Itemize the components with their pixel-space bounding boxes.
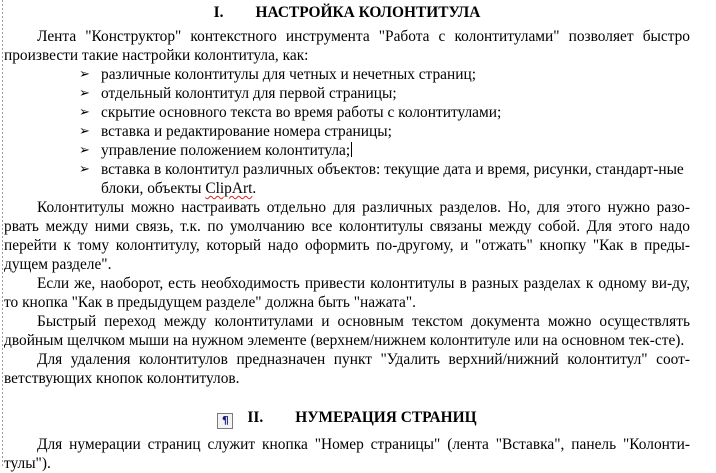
page-margin-border — [2, 0, 3, 468]
list-item-text: различные колонтитулы для четных и нечетных страниц; — [101, 66, 476, 83]
section-heading-2 — [4, 408, 690, 429]
list-item-text: скрытие основного текста во время работы с колонтитулами; — [101, 104, 502, 121]
paragraph-marker-icon[interactable]: ¶ — [217, 413, 233, 429]
body-paragraph[interactable]: Колонтитулы можно настраивать отдельно для различных разделов. Но, для этого нужно разо-рвать между ними связь, т.к. по умолчанию все колонтитулы связаны между собой. Для этого надо перейти к тому колонтитулу, который надо оформить по-другому, и "отжать" кнопку "Как в преды-дущем разделе". — [4, 199, 690, 273]
document-body[interactable] — [4, 0, 690, 473]
section-number: I. — [213, 4, 224, 21]
section-number: II. — [247, 409, 264, 426]
list-item[interactable] — [79, 84, 690, 103]
section-heading-1 — [4, 3, 690, 22]
body-paragraph[interactable]: Быстрый переход между колонтитулами и основным текстом документа можно осуществлять двойным щелчком мыши на нужном элементе (верхнем/нижнем колонтитуле или на основном тек-сте). — [4, 313, 690, 349]
section-title: НУМЕРАЦИЯ СТРАНИЦ — [295, 409, 477, 426]
list-item-text: вставка в колонтитул различных объектов: текущие дата и время, рисунки, стандарт-ные блоки, объекты — [101, 161, 684, 197]
list-item[interactable] — [79, 65, 690, 84]
list-item-text: отдельный колонтитул для первой страницы; — [101, 85, 397, 102]
arrow-bullet-icon: ➢ — [79, 124, 90, 139]
arrow-bullet-icon: ➢ — [79, 162, 90, 177]
text-cursor — [351, 142, 352, 157]
body-paragraph[interactable]: Для удаления колонтитулов предназначен пункт "Удалить верхний/нижний колонтитул" соот-ветствующих кнопок колонтитулов. — [4, 351, 690, 387]
arrow-bullet-icon: ➢ — [79, 67, 90, 82]
list-item[interactable] — [79, 103, 690, 122]
intro-paragraph[interactable]: Лента "Конструктор" контекстного инструмента "Работа с колонтитулами" позволяет быстро произвести такие настройки колонтитула, как: — [4, 28, 690, 64]
list-item[interactable] — [79, 141, 690, 160]
list-item-end: . — [252, 180, 257, 197]
arrow-bullet-icon: ➢ — [79, 143, 90, 158]
arrow-bullet-icon: ➢ — [79, 105, 90, 120]
list-item-text: управление положением колонтитула; — [101, 142, 351, 159]
list-item-text: вставка и редактирование номера страницы; — [101, 123, 392, 140]
list-item[interactable] — [79, 122, 690, 141]
spellcheck-word[interactable]: ClipArt — [205, 180, 253, 197]
body-paragraph[interactable]: Если же, наоборот, есть необходимость привести колонтитулы в разных разделах к одному ви-ду, то кнопка "Как в предыдущем разделе" должна быть "нажата". — [4, 275, 690, 311]
settings-list — [4, 65, 690, 198]
body-paragraph[interactable]: Для нумерации страниц служит кнопка "Номер страницы" (лента "Вставка", панель "Колонти-тулы"). — [4, 436, 690, 472]
list-item[interactable] — [79, 160, 690, 198]
arrow-bullet-icon: ➢ — [79, 86, 90, 101]
section-title: НАСТРОЙКА КОЛОНТИТУЛА — [255, 4, 481, 21]
